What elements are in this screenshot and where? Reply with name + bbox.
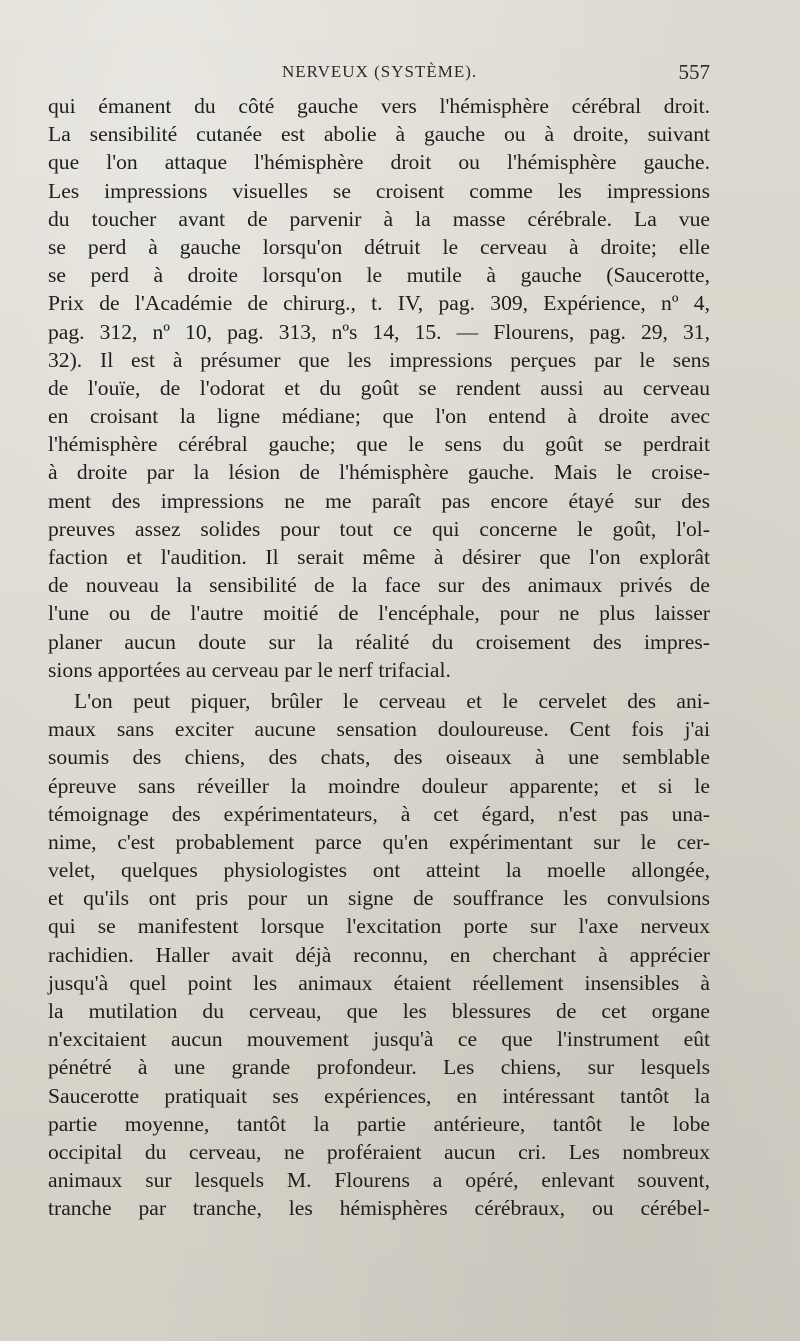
text-line: maux sans exciter aucune sensation douloureuse. Cent fois j'ai — [48, 717, 710, 742]
text-line: Les impressions visuelles se croisent comme les impressions — [48, 178, 710, 203]
text-line: La sensibilité cutanée est abolie à gauche ou à droite, suivant — [48, 122, 710, 147]
text-line: partie moyenne, tantôt la partie antérieure, tantôt le lobe — [48, 1111, 710, 1136]
text-line: à droite par la lésion de l'hémisphère gauche. Mais le croise- — [48, 460, 710, 485]
text-line: l'hémisphère cérébral gauche; que le sens du goût se perdrait — [48, 432, 710, 457]
text-line: sions apportées au cerveau par le nerf trifacial. — [48, 657, 451, 682]
text-line: Prix de l'Académie de chirurg., t. IV, pag. 309, Expérience, nº 4, — [48, 291, 710, 316]
text-line: faction et l'audition. Il serait même à désirer que l'on explorât — [48, 545, 710, 569]
running-title: NERVEUX (SYSTÈME). — [282, 62, 478, 81]
text-line: preuves assez solides pour tout ce qui concerne le goût, l'ol- — [48, 516, 710, 541]
text-line: L'on peut piquer, brûler le cerveau et le cervelet des ani- — [74, 688, 710, 713]
text-line: et qu'ils ont pris pour un signe de souffrance les convulsions — [48, 886, 710, 911]
text-line: témoignage des expérimentateurs, à cet égard, n'est pas una- — [48, 801, 710, 826]
text-line: qui se manifestent lorsque l'excitation porte sur l'axe nerveux — [48, 914, 710, 939]
text-line: soumis des chiens, des chats, des oiseaux à une semblable — [48, 745, 710, 770]
text-line: pénétré à une grande profondeur. Les chiens, sur lesquels — [48, 1055, 710, 1080]
text-line: épreuve sans réveiller la moindre douleur apparente; et si le — [48, 773, 710, 798]
page-number: 557 — [678, 60, 710, 84]
text-line: planer aucun doute sur la réalité du croisement des impres- — [48, 629, 710, 654]
text-line: occipital du cerveau, ne proféraient aucun cri. Les nombreux — [48, 1139, 710, 1164]
paragraph-1 — [48, 92, 710, 684]
text-line: en croisant la ligne médiane; que l'on entend à droite avec — [48, 404, 710, 429]
text-line: rachidien. Haller avait déjà reconnu, en cherchant à apprécier — [48, 942, 710, 967]
text-line: se perd à gauche lorsqu'on détruit le cerveau à droite; elle — [48, 234, 710, 259]
text-line: la mutilation du cerveau, que les blessures de cet organe — [48, 999, 710, 1023]
paragraph-2 — [48, 687, 710, 1223]
text-line: que l'on attaque l'hémisphère droit ou l'hémisphère gauche. — [48, 150, 710, 175]
text-line: Saucerotte pratiquait ses expériences, en intéressant tantôt la — [48, 1083, 710, 1108]
text-line: de nouveau la sensibilité de la face sur des animaux privés de — [48, 573, 710, 598]
text-line: velet, quelques physiologistes ont atteint la moelle allongée, — [48, 858, 710, 883]
text-line: qui émanent du côté gauche vers l'hémisphère cérébral droit. — [48, 94, 710, 118]
body-text — [48, 92, 710, 1223]
text-line: 32). Il est à présumer que les impressions perçues par le sens — [48, 347, 710, 372]
text-line: de l'ouïe, de l'odorat et du goût se rendent aussi au cerveau — [48, 375, 710, 400]
text-line: l'une ou de l'autre moitié de l'encéphale, pour ne plus laisser — [48, 601, 710, 626]
text-line: du toucher avant de parvenir à la masse cérébrale. La vue — [48, 206, 710, 231]
text-line: animaux sur lesquels M. Flourens a opéré, enlevant souvent, — [48, 1168, 710, 1193]
text-line: nime, c'est probablement parce qu'en expérimentant sur le cer- — [48, 829, 710, 854]
text-line: tranche par tranche, les hémisphères cérébraux, ou cérébel- — [48, 1196, 710, 1221]
page-header — [48, 60, 710, 88]
text-line: ment des impressions ne me paraît pas encore étayé sur des — [48, 488, 710, 513]
text-line: n'excitaient aucun mouvement jusqu'à ce que l'instrument eût — [48, 1027, 710, 1052]
text-line: se perd à droite lorsqu'on le mutile à gauche (Saucerotte, — [48, 263, 710, 288]
text-line: jusqu'à quel point les animaux étaient réellement insensibles à — [48, 970, 710, 995]
text-line: pag. 312, nº 10, pag. 313, nºs 14, 15. — Flourens, pag. 29, 31, — [48, 319, 710, 344]
